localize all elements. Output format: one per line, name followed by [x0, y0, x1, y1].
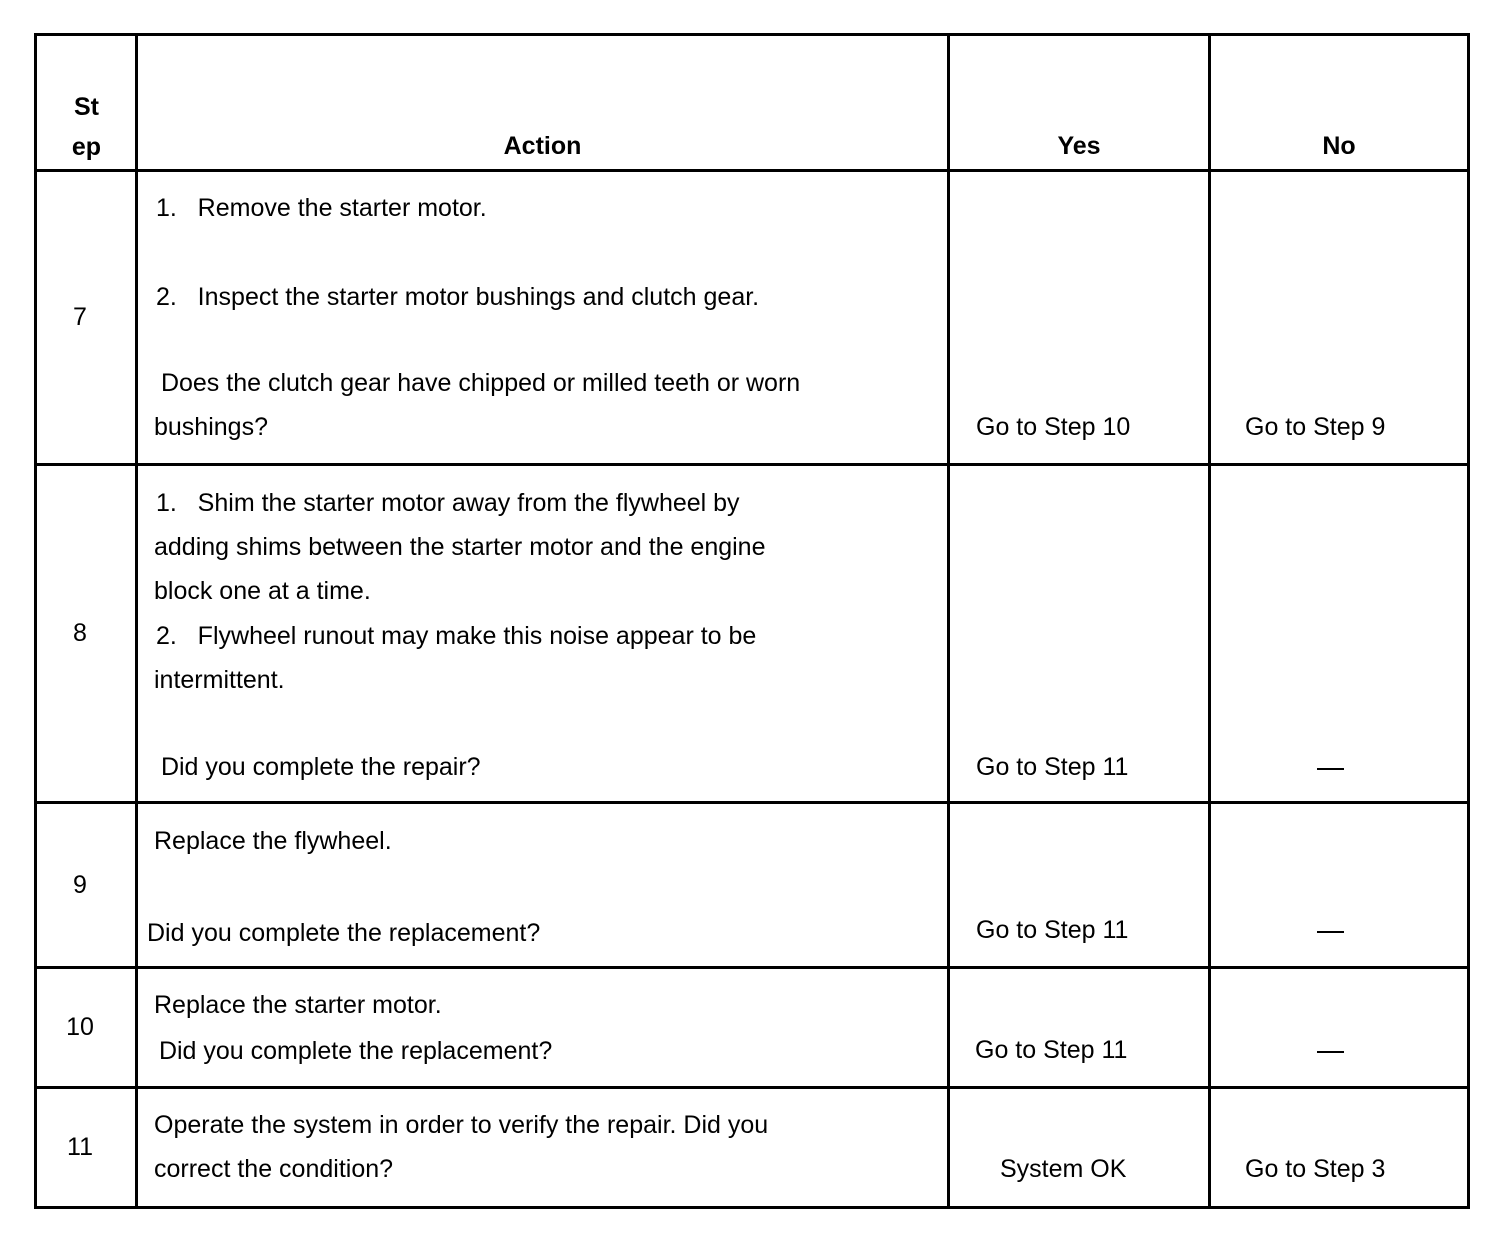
column-divider — [947, 33, 950, 1209]
action-line: Operate the system in order to verify the repair. Did you — [154, 1111, 769, 1139]
action-line: Did you complete the replacement? — [147, 919, 541, 947]
action-line: adding shims between the starter motor and the engine — [154, 533, 766, 561]
em-dash-line — [1317, 1051, 1344, 1053]
table-border-bottom — [34, 1206, 1470, 1209]
step-number: 9 — [73, 871, 87, 899]
header-yes: Yes — [1057, 132, 1101, 160]
row-divider — [34, 463, 1470, 466]
action-line: Does the clutch gear have chipped or milled teeth or worn — [154, 369, 801, 397]
yes-result: System OK — [1000, 1155, 1127, 1183]
diagnostic-table — [34, 33, 1470, 1209]
yes-result: Go to Step 11 — [975, 1036, 1128, 1064]
no-result: Go to Step 9 — [1245, 413, 1386, 441]
yes-result: Go to Step 10 — [976, 413, 1131, 441]
step-number: 10 — [66, 1013, 94, 1041]
action-line: bushings? — [154, 413, 268, 441]
action-line: 1. Remove the starter motor. — [156, 194, 487, 222]
action-line: 1. Shim the starter motor away from the flywheel by — [156, 489, 740, 517]
column-divider — [135, 33, 138, 1209]
action-line: 2. Flywheel runout may make this noise appear to be — [156, 622, 757, 650]
header-divider — [34, 169, 1470, 172]
table-border-top — [34, 33, 1470, 36]
yes-result: Go to Step 11 — [976, 753, 1129, 781]
table-border-right — [1467, 33, 1470, 1209]
step-number: 11 — [67, 1133, 93, 1161]
header-action: Action — [503, 132, 582, 160]
action-line: 2. Inspect the starter motor bushings and clutch gear. — [156, 283, 760, 311]
header-step-line2: ep — [71, 133, 102, 161]
action-line: Replace the flywheel. — [154, 827, 392, 855]
action-line: Replace the starter motor. — [154, 991, 442, 1019]
action-line: Did you complete the repair? — [154, 753, 481, 781]
action-line: Did you complete the replacement? — [152, 1037, 553, 1065]
header-step-line1: St — [74, 93, 99, 121]
header-step — [38, 87, 135, 167]
step-number: 8 — [73, 619, 87, 647]
row-divider — [34, 1086, 1470, 1089]
step-number: 7 — [73, 303, 87, 331]
no-result-dash — [1211, 908, 1467, 952]
action-line: intermittent. — [154, 666, 285, 694]
no-result-dash — [1211, 1028, 1467, 1072]
yes-result: Go to Step 11 — [976, 916, 1129, 944]
action-line: correct the condition? — [154, 1155, 394, 1183]
em-dash-line — [1317, 931, 1344, 933]
row-divider — [34, 966, 1470, 969]
table-border-left — [34, 33, 37, 1209]
action-line: block one at a time. — [154, 577, 371, 605]
row-divider — [34, 801, 1470, 804]
header-no: No — [1322, 132, 1356, 160]
no-result: Go to Step 3 — [1245, 1155, 1386, 1183]
no-result-dash — [1211, 745, 1467, 789]
em-dash-line — [1317, 768, 1344, 770]
